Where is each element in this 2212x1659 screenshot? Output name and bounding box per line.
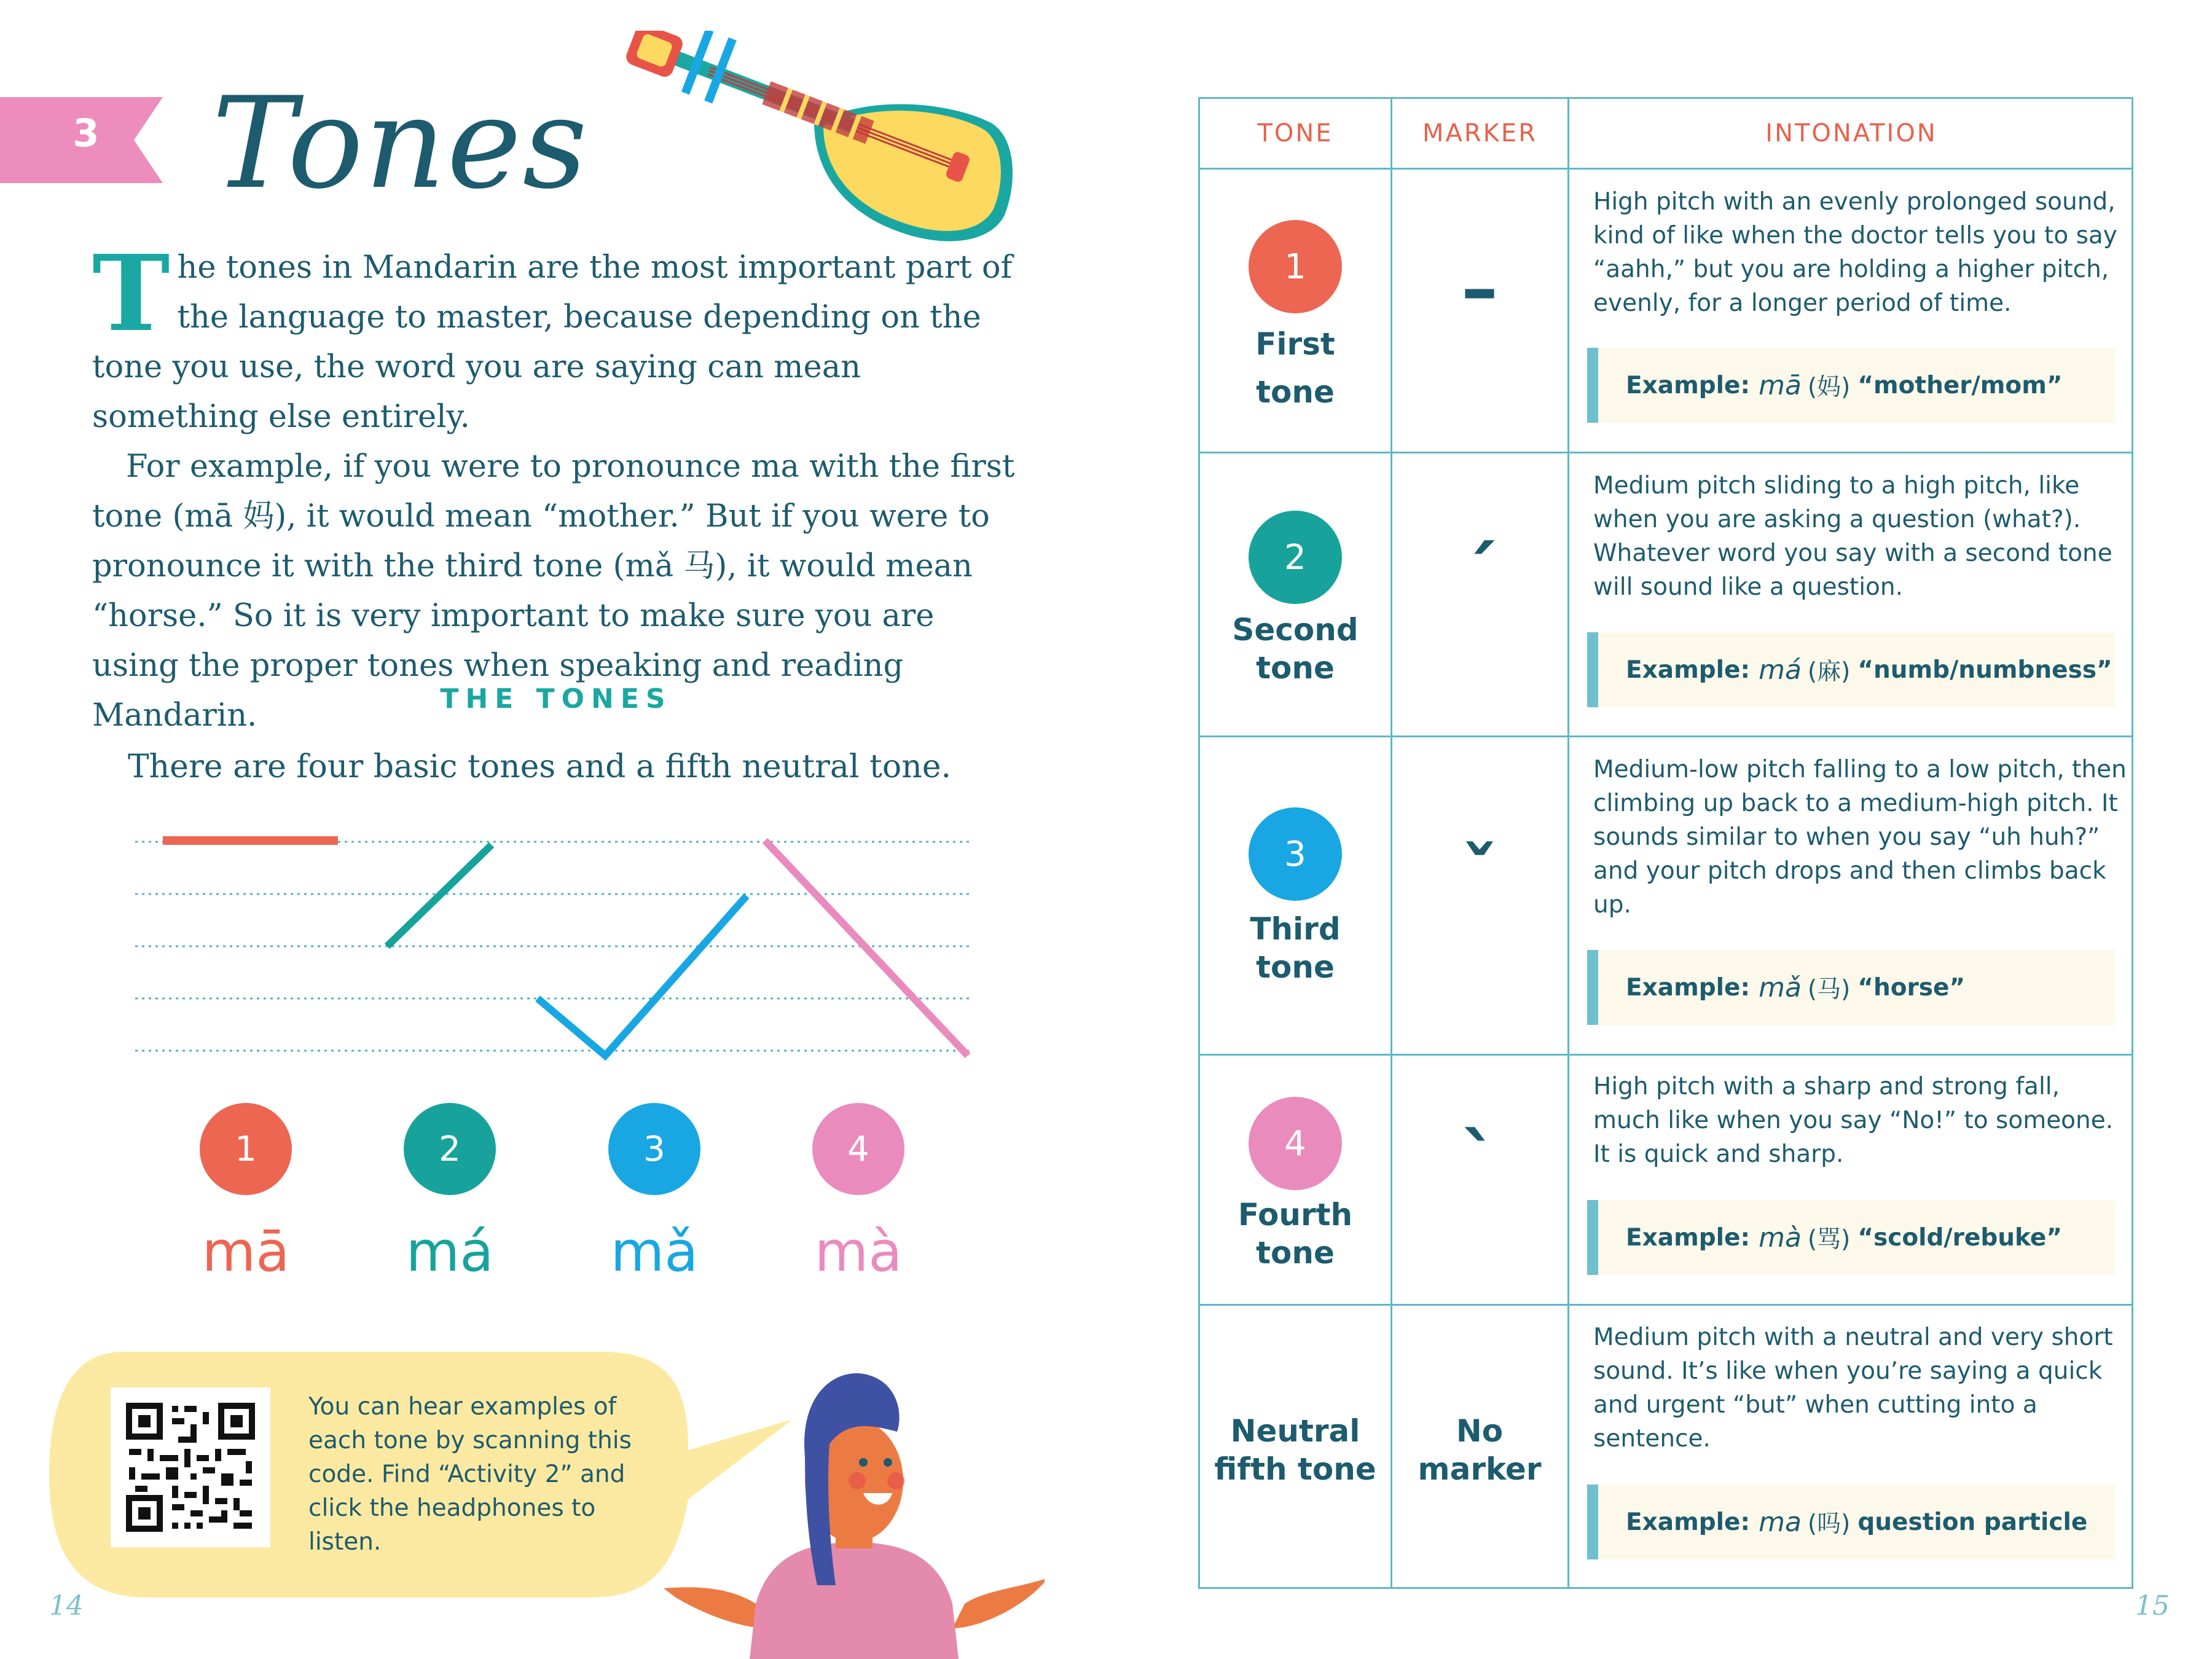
tone-4-contour	[765, 841, 968, 1056]
row-1-marker: –	[1461, 246, 1498, 332]
tone-4-syllable: mà	[814, 1220, 903, 1284]
row-4-example	[1587, 1200, 2116, 1275]
row-3-example	[1587, 950, 2116, 1025]
tone-4-number: 4	[847, 1129, 869, 1169]
row-5-marker-l1: No	[1456, 1413, 1504, 1449]
row-1-number: 1	[1284, 246, 1306, 287]
row-4-number: 4	[1284, 1123, 1306, 1164]
row-2-label-l2: tone	[1256, 650, 1335, 686]
row-5-label	[1206, 1412, 1384, 1488]
header-marker: MARKER	[1422, 119, 1537, 147]
person-illustration	[651, 1339, 1057, 1659]
qr-code[interactable]	[111, 1387, 270, 1547]
row-3-label-l1: Third	[1250, 911, 1341, 947]
example-meaning: question particle	[1857, 1508, 2088, 1536]
example-label: Example:	[1626, 371, 1751, 399]
row-4-label-l1: Fourth	[1237, 1197, 1353, 1233]
row-3-label-l2: tone	[1256, 949, 1335, 985]
row-1-circle	[1249, 220, 1342, 313]
tone-2-contour	[387, 845, 492, 946]
header-intonation: INTONATION	[1765, 119, 1937, 147]
tone-3-number: 3	[643, 1129, 665, 1169]
row-2-label	[1206, 611, 1384, 687]
row-5-marker-l2: marker	[1418, 1451, 1542, 1487]
tone-3-circle	[608, 1103, 700, 1195]
row-4-description: High pitch with a sharp and strong fall, much like when you say “No!” to someone. It is quick and sharp.	[1593, 1073, 2114, 1168]
tone-2-number: 2	[439, 1129, 461, 1169]
pipa-illustration	[611, 31, 1017, 249]
page-number-left: 14	[49, 1590, 84, 1622]
table-divider	[1200, 735, 2132, 737]
row-2-label-l1: Second	[1232, 612, 1359, 648]
row-5-example	[1587, 1484, 2116, 1559]
example-character: (妈)	[1807, 374, 1851, 401]
row-2-marker: ˊ	[1461, 532, 1498, 618]
tone-4-circle	[812, 1103, 904, 1195]
tones-table	[1198, 97, 2133, 1589]
row-2-description: Medium pitch sliding to a high pitch, like when you are asking a question (what?). Whatever word you say with a second tone will sound like a question.	[1593, 472, 2112, 601]
page-number-right: 15	[2135, 1590, 2170, 1622]
example-syllable: má	[1759, 654, 1802, 686]
row-5-marker	[1390, 1412, 1569, 1488]
table-divider	[1200, 452, 2132, 453]
example-label: Example:	[1626, 656, 1751, 684]
row-5-label-l2: fifth tone	[1214, 1451, 1376, 1487]
drop-cap: T	[92, 232, 170, 355]
header-tone: TONE	[1257, 119, 1333, 147]
example-character: (马)	[1807, 976, 1851, 1003]
table-divider	[1200, 1304, 2132, 1306]
tone-1-syllable: mā	[202, 1220, 290, 1284]
row-3-number: 3	[1284, 834, 1306, 874]
example-meaning: “mother/mom”	[1857, 371, 2063, 399]
row-1-label-l1: First	[1255, 326, 1335, 362]
row-1-label-l2: tone	[1256, 374, 1335, 410]
row-3-label	[1206, 910, 1384, 986]
example-meaning: “scold/rebuke”	[1857, 1223, 2062, 1252]
row-3-marker: ˇ	[1461, 833, 1498, 919]
row-1-description: High pitch with an evenly prolonged sound, kind of like when the doctor tells you to say “aahh,” but you are holding a higher pitch, evenly, for a longer period of time.	[1593, 188, 2117, 317]
row-4-circle	[1249, 1097, 1342, 1190]
table-divider	[1200, 1054, 2132, 1056]
intro-p2: For example, if you were to pronounce ma with the first tone (mā 妈), it would mean “mother.” But if you were to pronounce it with the third tone (mǎ 马), it would mean “horse.” So it is very important to make sure you are using the proper tones when speaking and reading Mandarin.	[92, 449, 1015, 734]
row-1-example	[1587, 348, 2116, 423]
row-5-description: Medium pitch with a neutral and very short sound. It’s like when you’re saying a quick and urgent “but” when cutting into a sentence.	[1593, 1324, 2113, 1453]
row-4-label	[1206, 1196, 1384, 1272]
row-2-circle	[1249, 511, 1342, 604]
example-label: Example:	[1626, 1223, 1751, 1252]
example-syllable: mā	[1759, 369, 1802, 401]
example-meaning: “horse”	[1857, 973, 1966, 1002]
example-meaning: “numb/numbness”	[1857, 656, 2112, 684]
intro-p1: he tones in Mandarin are the most important part of the language to master, because depending on the tone you use, the word you are saying can mean something else entirely.	[92, 249, 1013, 435]
intro-paragraph	[92, 232, 1020, 740]
tone-1-number: 1	[235, 1129, 257, 1169]
tone-contour-chart	[129, 823, 983, 1069]
example-label: Example:	[1626, 973, 1751, 1002]
example-character: (吗)	[1807, 1510, 1851, 1538]
row-4-marker: ˋ	[1461, 1119, 1498, 1204]
example-character: (麻)	[1807, 658, 1851, 686]
table-divider	[1200, 168, 2132, 170]
row-5-label-l1: Neutral	[1230, 1413, 1360, 1449]
row-1-label	[1206, 320, 1384, 416]
tone-3-syllable: mǎ	[610, 1220, 699, 1284]
chapter-number: 3	[73, 111, 100, 155]
row-2-example	[1587, 632, 2116, 707]
example-syllable: ma	[1759, 1506, 1802, 1538]
example-syllable: mà	[1759, 1222, 1802, 1253]
row-2-number: 2	[1284, 537, 1306, 578]
qr-instructions: You can hear examples of each tone by scanning this code. Find “Activity 2” and click the headphones to listen.	[308, 1393, 632, 1556]
section-heading: THE TONES	[440, 683, 672, 715]
row-4-label-l2: tone	[1256, 1235, 1335, 1271]
row-3-circle	[1249, 807, 1342, 901]
example-character: (骂)	[1807, 1226, 1851, 1253]
tone-1-circle	[200, 1103, 292, 1195]
tone-3-contour	[538, 896, 747, 1056]
section-subtitle: There are four basic tones and a fifth neutral tone.	[128, 748, 951, 785]
page-title: Tones	[212, 71, 589, 217]
tone-2-syllable: má	[406, 1220, 494, 1284]
row-3-description: Medium-low pitch falling to a low pitch, then climbing up back to a medium-high pitch. It sounds similar to when you say “uh huh?” and your pitch drops and then climbs back up.	[1593, 756, 2127, 919]
tone-2-circle	[404, 1103, 496, 1195]
example-syllable: mǎ	[1759, 971, 1802, 1003]
qr-code-icon	[111, 1387, 270, 1547]
example-label: Example:	[1626, 1508, 1751, 1536]
